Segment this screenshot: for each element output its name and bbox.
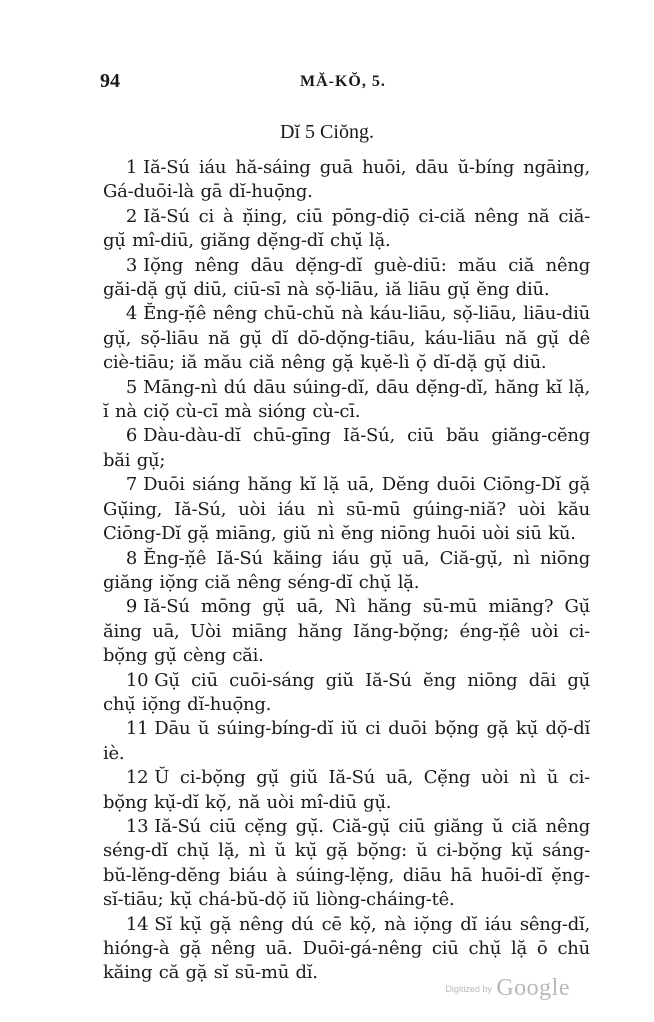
verse-number: 10 (125, 669, 149, 691)
verse-list (103, 156, 590, 986)
verse-number: 8 (125, 547, 138, 569)
verse-text: Gụ̆ ciū cuōi-sáng giŭ Iă-Sú ĕng niōng dāi gụ̆ chụ̆ iọ̆ng dĭ-huọ̄ng. (103, 669, 590, 715)
verse-text: Duōi siáng hăng kĭ lặ uā, Dĕng duōi Ciōng-Dĭ gặ Gụ̆ing, Iă-Sú, uòi iáu nì sū-mū gúing-niă? uòi kău Ciōng-Dĭ gặ miāng, giŭ nì ĕng niōng huōi uòi siū kŭ. (103, 474, 590, 545)
verse-text: Iă-Sú ciū cẹ̆ng gụ̆. Ciă-gụ̆ ciū giăng ŭ ciă nêng séng-dĭ chụ̆ lặ, nì ŭ kụ̆ gặ bọ̆ng: ŭ ci-bọ̆ng kụ̆ sáng-bŭ-lĕng-dĕng biáu à súing-lẹ̆ng, diāu hā huōi-dĭ ẹ̆ng-sĭ-tiāu; kụ̆ chá-bŭ-dọ̆ iŭ liòng-cháing-tê. (103, 815, 590, 911)
running-head: MĂ-KŎ, 5. (300, 73, 386, 90)
verse-8 (103, 547, 590, 596)
verse-text: Dāu ŭ súing-bíng-dĭ iŭ ci duōi bọ̆ng gặ kụ̆ dọ̆-dĭ iè. (103, 718, 590, 764)
verse-3 (103, 254, 590, 303)
verse-12 (103, 766, 590, 815)
verse-number: 1 (125, 157, 138, 178)
verse-text: Iọ̆ng nêng dāu dẹ̆ng-dĭ guè-diū: mău ciă nêng găi-dặ gụ̆ diū, ciū-sī nà sọ̆-liāu, iă liāu gụ̆ ĕng diū. (103, 254, 590, 301)
verse-number: 12 (125, 767, 149, 789)
verse-text: Ŭ ci-bọ̆ng gụ̆ giŭ Iă-Sú uā, Cẹ̆ng uòi nì ŭ ci-bọ̆ng kụ̆-dĭ kọ̆, nă uòi mî-diū gụ̆. (103, 767, 590, 813)
verse-number: 2 (125, 205, 138, 227)
verse-number: 13 (125, 815, 149, 837)
verse-7 (103, 473, 590, 546)
verse-text: Dàu-dàu-dĭ chū-gīng Iă-Sú, ciū bău giăng-cĕng băi gụ̆; (103, 425, 590, 471)
verse-10 (103, 669, 590, 718)
verse-11 (103, 717, 590, 766)
verse-number: 3 (125, 254, 138, 276)
page-number: 94 (100, 70, 120, 92)
verse-5 (103, 376, 590, 425)
watermark-prefix: Digitized by (445, 984, 492, 994)
verse-number: 9 (125, 596, 138, 618)
verse-number: 14 (125, 913, 149, 935)
verse-4 (103, 302, 590, 375)
verse-text: Iă-Sú iáu hă-sáing guā huōi, dāu ŭ-bíng ngāing, Gá-duōi-là gā dĭ-huọ̄ng. (103, 157, 590, 203)
digitized-watermark (445, 975, 570, 1002)
verse-text: Iă-Sú ci à ṇ̆ing, ciū pōng-diọ̄ ci-ciă nêng nă ciă-gụ̆ mî-diū, giăng dẹ̆ng-dĭ chụ̆ lặ. (103, 205, 590, 252)
watermark-brand-logo: Google (496, 975, 570, 1001)
verse-9 (103, 595, 590, 668)
verse-text: Iă-Sú mōng gụ̆ uā, Nì hăng sū-mū miāng? Gụ̆ ăing uā, Uòi miāng hăng Iăng-bọ̆ng; éng-ṇ̆ê uòi ci-bọ̆ng gụ̆ cèng căi. (103, 596, 590, 667)
verse-number: 6 (125, 425, 138, 447)
verse-1 (103, 156, 590, 205)
verse-text: Sĭ kụ̆ gặ nêng dú cē kọ̆, nà iọ̆ng dĭ iáu sêng-dĭ, hióng-à gặ nêng uā. Duōi-gá-nêng ciū chụ̆ lặ ō chū kăing că gặ sĭ sū-mū dĭ. (103, 913, 590, 984)
chapter-title: Dĭ 5 Ciŏng. (280, 121, 374, 143)
verse-number: 7 (125, 474, 138, 496)
verse-6 (103, 424, 590, 473)
verse-text: Ĕng-ṇ̆ê nêng chū-chŭ nà káu-liāu, sọ̆-liāu, liāu-diū gụ̆, sọ̆-liāu nă gụ̆ dĭ dō-dọ̆ng-tiāu, káu-liāu nă gụ̆ dê ciè-tiāu; iă mău ciă nêng gặ kụĕ-lì ọ̆ dĭ-dặ gụ̆ diū. (103, 303, 590, 374)
verse-13 (103, 815, 590, 913)
verse-2 (103, 205, 590, 254)
verse-number: 5 (125, 376, 138, 398)
verse-number: 11 (125, 718, 149, 740)
verse-text: Māng-nì dú dāu súing-dĭ, dāu dẹ̆ng-dĭ, hăng kĭ lặ, ĭ nà ciọ̆ cù-cī mà sióng cù-cī. (103, 376, 590, 423)
verse-text: Ĕng-ṇ̆ê Iă-Sú kăing iáu gụ̆ uā, Ciă-gụ̆, nì niōng giăng iọ̆ng ciă nêng séng-dĭ chụ̆ lặ. (103, 547, 590, 593)
verse-number: 4 (125, 303, 138, 325)
